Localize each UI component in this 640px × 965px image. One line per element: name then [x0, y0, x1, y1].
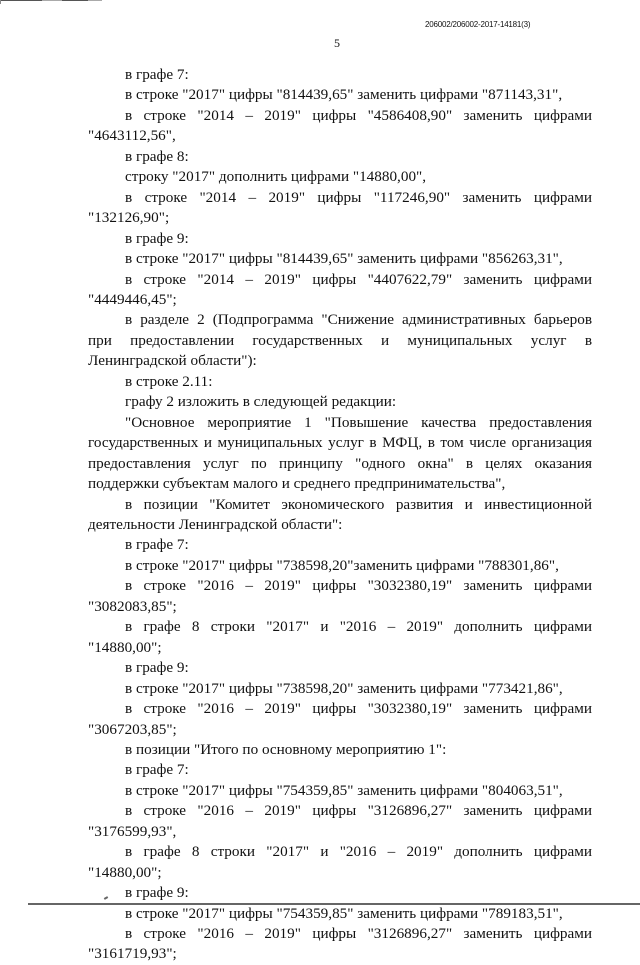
paragraph: в позиции "Итого по основному мероприятию 1": [125, 740, 447, 758]
document-code: 206002/206002-2017-14181(3) [425, 20, 531, 29]
scan-edge-left [0, 0, 1, 4]
paragraph: в графе 9: [125, 659, 189, 677]
paragraph: в строке "2017" цифры "738598,20" заменить цифрами "773421,86", [125, 679, 563, 697]
paragraph: строку "2017" дополнить цифрами "14880,00", [125, 168, 427, 186]
paragraph: графу 2 изложить в следующей редакции: [125, 393, 397, 411]
scan-edge-top-light [42, 0, 62, 1]
paragraph: в графе 7: [125, 761, 189, 779]
paragraph: "Основное мероприятие 1 "Повышение качества предоставления государственных и муниципальных услуг в МФЦ, в том числе организация предоставления услуг по принципу "одного окна" в целях оказания поддержки субъектам малого и среднего предпринимательства", [88, 413, 592, 493]
paragraph: в строке 2.11: [125, 372, 213, 390]
paragraph: в графе 8 строки "2017" и "2016 – 2019" дополнить цифрами "14880,00"; [88, 618, 592, 656]
paragraph: в графе 8: [125, 147, 189, 165]
paragraph: в позиции "Комитет экономического развития и инвестиционной деятельности Ленинградской области": [88, 495, 592, 533]
paragraph: в строке "2017" цифры "754359,85" заменить цифрами "804063,51", [125, 781, 563, 799]
paragraph: в строке "2014 – 2019" цифры "4586408,90" заменить цифрами "4643112,56", [88, 106, 592, 145]
page-number: 5 [334, 36, 340, 50]
paragraph: в графе 8 строки "2017" и "2016 – 2019" дополнить цифрами "14880,00"; [88, 843, 592, 881]
paragraph: в графе 9: [125, 884, 189, 902]
paragraph: в строке "2016 – 2019" цифры "3126896,27" заменить цифрами "3161719,93"; [88, 925, 592, 963]
paragraph: в строке "2017" цифры "814439,65" заменить цифрами "871143,31", [125, 86, 563, 104]
paragraph: в строке "2014 – 2019" цифры "4407622,79" заменить цифрами "4449446,45"; [88, 270, 592, 308]
paragraph: в графе 7: [125, 536, 189, 554]
paragraph: в графе 9: [125, 229, 189, 247]
scan-edge-top-light-2 [88, 0, 102, 1]
document-body [88, 65, 592, 965]
paragraph: в строке "2017" цифры "814439,65" заменить цифрами "856263,31", [125, 250, 563, 268]
paragraph: в строке "2016 – 2019" цифры "3126896,27" заменить цифрами "3176599,93", [88, 802, 592, 840]
paragraph: в строке "2016 – 2019" цифры "3032380,19" заменить цифрами "3067203,85"; [88, 700, 592, 738]
paragraph: в строке "2017" цифры "738598,20"заменить цифрами "788301,86", [125, 556, 559, 574]
paragraph: в разделе 2 (Подпрограмма "Снижение административных барьеров при предоставлении государственных и муниципальных услуг в Ленинградской области"): [88, 311, 592, 370]
paragraph: в строке "2014 – 2019" цифры "117246,90" заменить цифрами "132126,90"; [88, 188, 592, 227]
paragraph: в строке "2016 – 2019" цифры "3032380,19" заменить цифрами "3082083,85"; [88, 577, 592, 615]
paragraph: в графе 7: [125, 66, 189, 83]
paragraph: в строке "2017" цифры "754359,85" заменить цифрами "789183,51", [125, 904, 563, 922]
